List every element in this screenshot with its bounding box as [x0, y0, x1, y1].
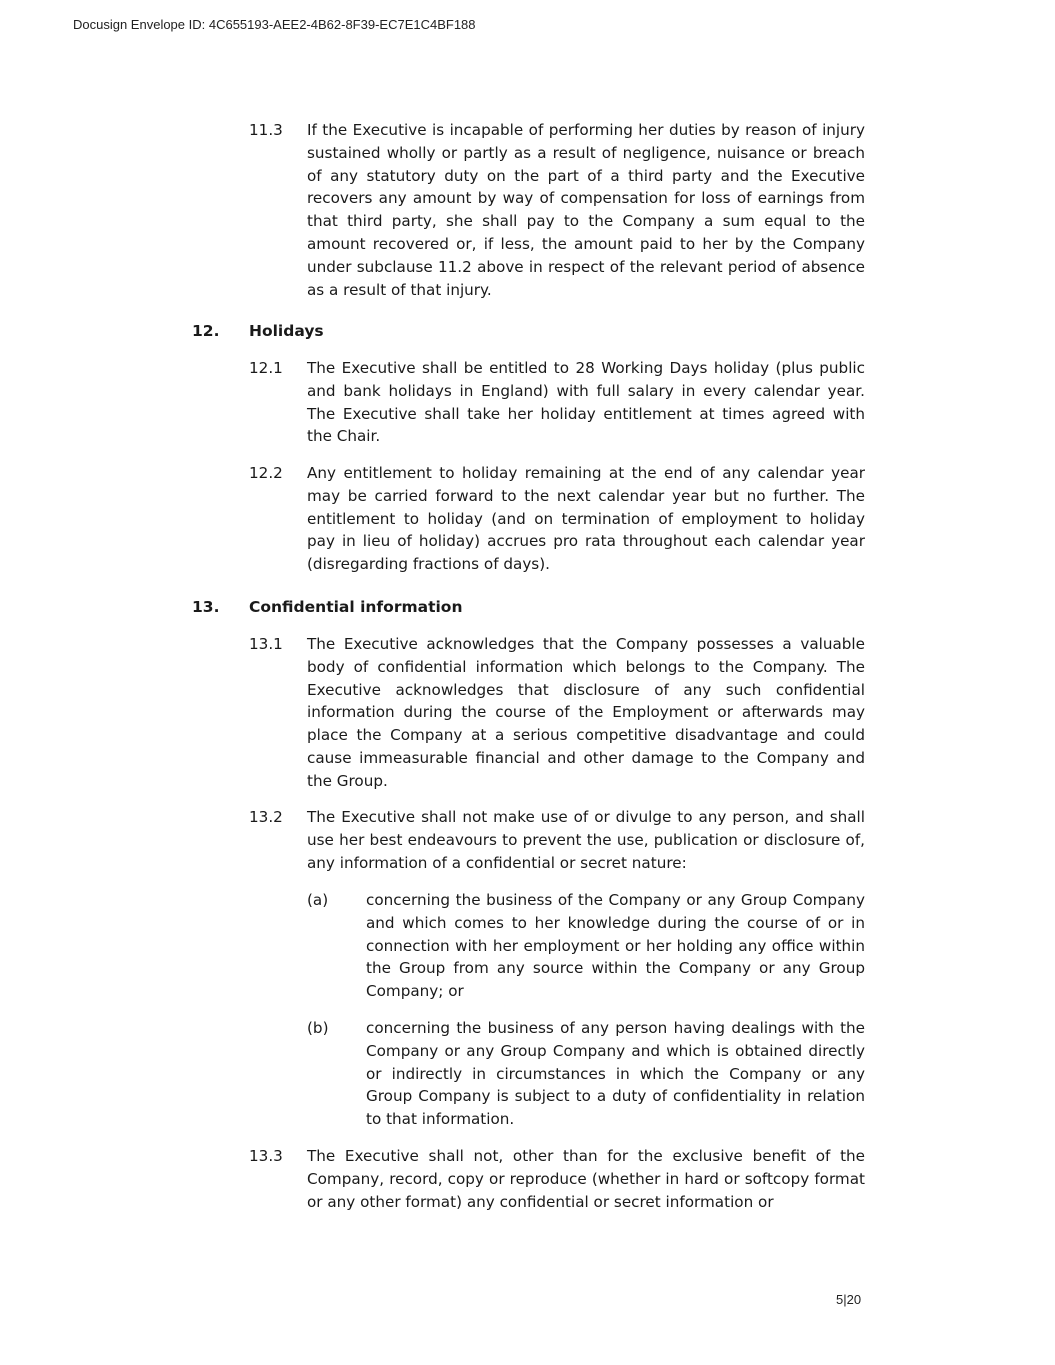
- item-label: (a): [307, 891, 329, 909]
- section-title: Confidential information: [249, 598, 463, 616]
- clause-text: The Executive shall not make use of or divulge to any person, and shall use her best endeavours to prevent the use, publication or disclosure of, any information of a confidential or secret nature:: [307, 808, 865, 872]
- clause-12-2: [249, 462, 865, 576]
- clause-text: If the Executive is incapable of performing her duties by reason of injury sustained wholly or partly as a result of negligence, nuisance or breach of any statutory duty on the part of a third party and the Executive recovers any amount by way of compensation for loss of earnings from that third party, she shall pay to the Company a sum equal to the amount recovered or, if less, the amount paid to her by the Company under subclause 11.2 above in respect of the relevant period of absence as a result of that injury.: [307, 121, 865, 299]
- clause-12-1: [249, 357, 865, 448]
- page-number: 5|20: [836, 1292, 862, 1307]
- clause-text: The Executive shall not, other than for the exclusive benefit of the Company, record, copy or reproduce (whether in hard or softcopy format or any other format) any confidential or secret information or: [307, 1147, 865, 1211]
- clause-text: The Executive shall be entitled to 28 Working Days holiday (plus public and bank holidays in England) with full salary in every calendar year. The Executive shall take her holiday entitlement at times agreed with the Chair.: [307, 359, 865, 446]
- section-number: 12.: [192, 322, 220, 340]
- item-label: (b): [307, 1019, 329, 1037]
- clause-text: Any entitlement to holiday remaining at the end of any calendar year may be carried forward to the next calendar year but no further. The entitlement to holiday (and on termination of employment to holiday pay in lieu of holiday) accrues pro rata throughout each calendar year (disregarding fractions of days).: [307, 464, 865, 574]
- item-text: concerning the business of the Company or any Group Company and which comes to her knowledge during the course of or in connection with her employment or her holding any office within the Group from any source within the Company or any Group Company; or: [366, 891, 865, 1001]
- clause-11-3: [249, 119, 865, 301]
- clause-13-2: [249, 806, 865, 874]
- clause-13-1: [249, 633, 865, 793]
- clause-13-2-a: [307, 889, 865, 1003]
- clause-number: 13.3: [249, 1147, 283, 1165]
- clause-number: 11.3: [249, 121, 283, 139]
- section-heading-12: [192, 320, 324, 342]
- section-heading-13: [192, 596, 462, 618]
- clause-text: The Executive acknowledges that the Company possesses a valuable body of confidential information which belongs to the Company. The Executive acknowledges that disclosure of any such confidential information during the course of the Employment or afterwards may place the Company at a serious competitive disadvantage and could cause immeasurable financial and other damage to the Company and the Group.: [307, 635, 865, 790]
- clause-13-3: [249, 1145, 865, 1213]
- section-title: Holidays: [249, 322, 324, 340]
- clause-number: 12.1: [249, 359, 283, 377]
- item-text: concerning the business of any person having dealings with the Company or any Group Company and which is obtained directly or indirectly in circumstances in which the Company or any Group Company is subject to a duty of confidentiality in relation to that information.: [366, 1019, 865, 1129]
- clause-number: 13.1: [249, 635, 283, 653]
- envelope-id: Docusign Envelope ID: 4C655193-AEE2-4B62-8F39-EC7E1C4BF188: [73, 17, 476, 32]
- clause-number: 12.2: [249, 464, 283, 482]
- section-number: 13.: [192, 598, 220, 616]
- clause-13-2-b: [307, 1017, 865, 1131]
- clause-number: 13.2: [249, 808, 283, 826]
